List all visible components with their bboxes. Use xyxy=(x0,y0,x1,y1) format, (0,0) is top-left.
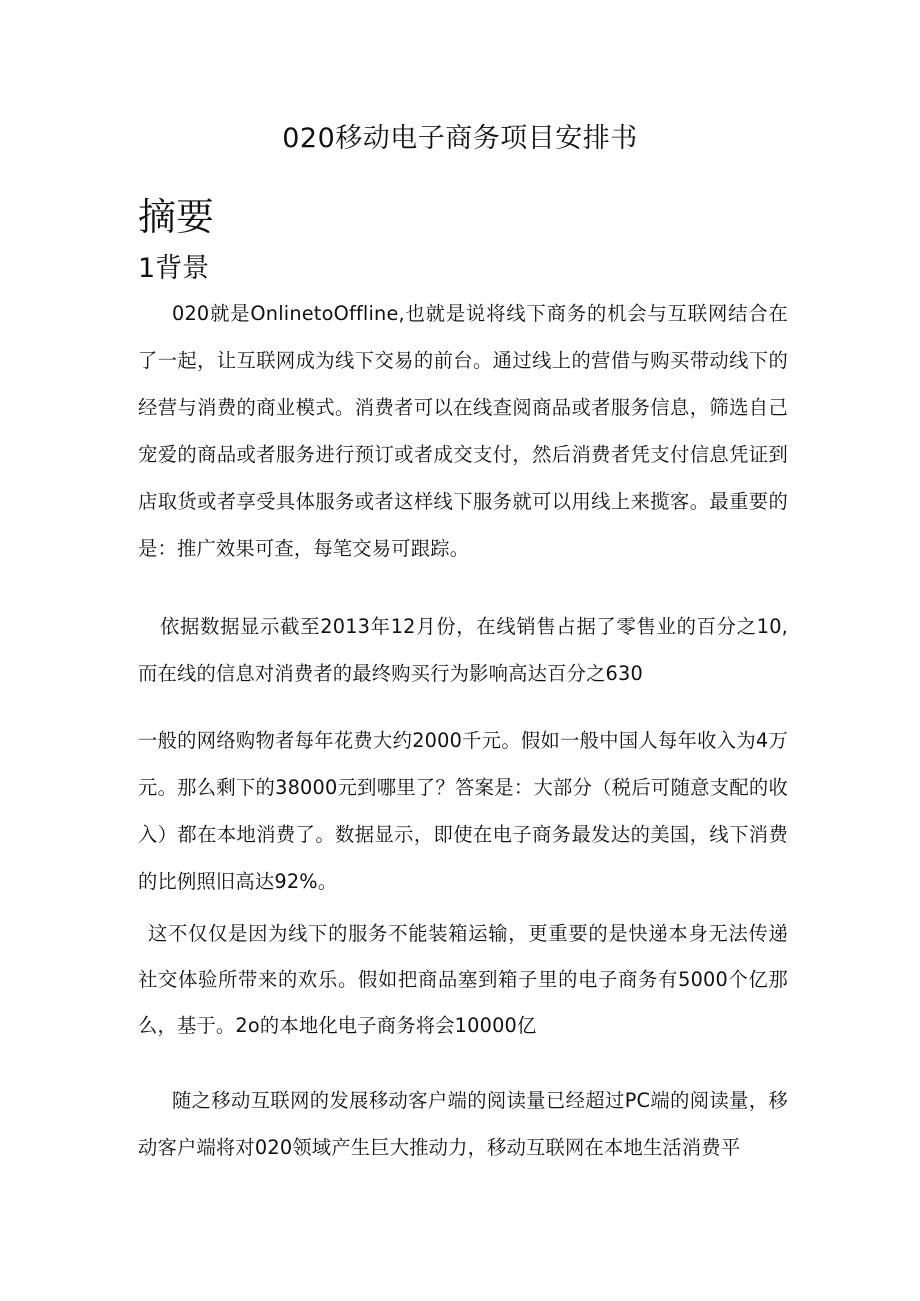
section-heading-abstract: 摘要 xyxy=(138,195,215,239)
paragraph-social-experience: 这不仅仅是因为线下的服务不能装箱运输，更重要的是快递本身无法传递社交体验所带来的欢乐。假如把商品塞到箱子里的电子商务有5000个亿那么，基于。2o的本地化电子商务将会10000亿 xyxy=(138,922,788,1037)
paragraph-o2o-definition: 020就是OnlinetoOffline,也就是说将线下商务的机会与互联网结合在了一起，让互联网成为线下交易的前台。通过线上的营借与购买带动线下的经营与消费的商业模式。消费者可以在线查阅商品或者服务信息，筛选自己宠爱的商品或者服务进行预订或者成交支付，然后消费者凭支付信息凭证到店取货或者享受具体服务或者这样线下服务就可以用线上来揽客。最重要的是：推广效果可查，每笔交易可跟踪。 xyxy=(138,302,788,560)
section-heading-background: 1背景 xyxy=(138,253,210,284)
document-title: 020移动电子商务项目安排书 xyxy=(282,123,638,154)
paragraph-mobile-internet: 随之移动互联网的发展移动客户端的阅读量已经超过PC端的阅读量，移动客户端将对020领域产生巨大推动力，移动互联网在本地生活消费平 xyxy=(138,1089,788,1159)
paragraph-online-sales-stats: 依据数据显示截至2013年12月份，在线销售占据了零售业的百分之10,而在线的信息对消费者的最终购买行为影响高达百分之630 xyxy=(138,615,788,685)
paragraph-local-consumption: 一般的网络购物者每年花费大约2000千元。假如一般中国人每年收入为4万元。那么剩下的38000元到哪里了？答案是：大部分（税后可随意支配的收入）都在本地消费了。数据显示，即使在电子商务最发达的美国，线下消费的比例照旧高达92%。 xyxy=(138,729,788,893)
